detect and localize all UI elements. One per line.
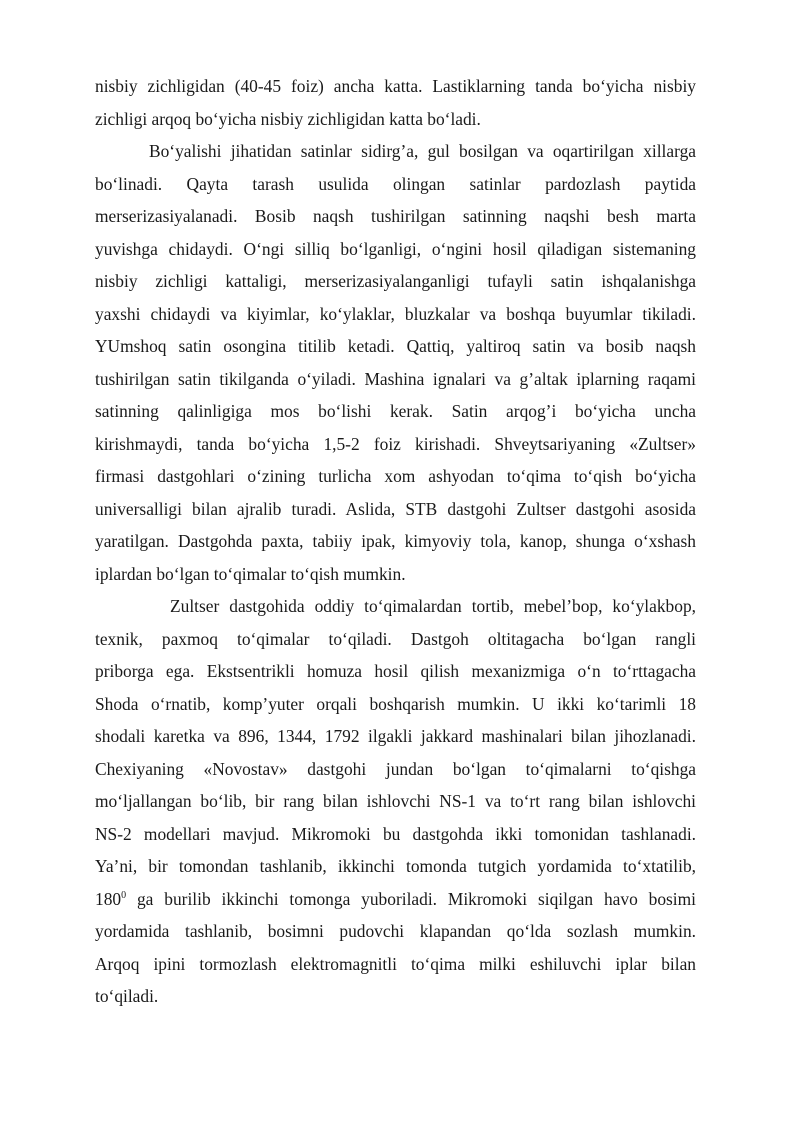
text-line: kirishmaydi, tanda bo‘yicha 1,5-2 foiz kirishadi. Shveytsariyaning «Zultser»: [95, 433, 696, 454]
text-line: zichligi arqoq bo‘yicha nisbiy zichligidan katta bo‘ladi.: [95, 108, 481, 129]
text-line: YUmshoq satin osongina titilib ketadi. Qattiq, yaltiroq satin va bosib naqsh: [95, 336, 696, 356]
paragraph-zultser: [95, 590, 696, 1013]
text-line: priborga ega. Ekstsentrikli homuza hosil qilish mexanizmiga o‘n to‘rttagacha: [95, 661, 696, 681]
paragraph-satin: [95, 135, 696, 590]
text-line: nisbiy zichligidan (40-45 foiz) ancha katta. Lastiklarning tanda bo‘yicha nisbiy: [95, 76, 696, 96]
text-line: mo‘ljallangan bo‘lib, bir rang bilan ishlovchi NS-1 va to‘rt rang bilan ishlovchi: [95, 791, 696, 811]
text-line: universalligi bilan ajralib turadi. Aslida, STB dastgohi Zultser dastgohi asosida: [95, 498, 696, 519]
text-line: Zultser dastgohida oddiy to‘qimalardan tortib, mebel’bop, ko‘ylakbop,: [170, 596, 696, 616]
text-line: merserizasiyalanadi. Bosib naqsh tushirilgan satinning naqshi besh marta: [95, 206, 696, 226]
text-line: yaxshi chidaydi va kiyimlar, ko‘ylaklar, bluzkalar va boshqa buyumlar tikiladi.: [95, 303, 696, 324]
text-line: nisbiy zichligi kattaligi, merserizasiyalanganligi tufayli satin ishqalanishga: [95, 271, 696, 291]
text-line: texnik, paxmoq to‘qimalar to‘qiladi. Dastgoh oltitagacha bo‘lgan rangli: [95, 628, 696, 649]
text-line: Arqoq ipini tormozlash elektromagnitli to‘qima milki eshiluvchi iplar bilan: [95, 953, 696, 974]
text-line: tushirilgan satin tikilganda o‘yiladi. Mashina ignalari va g’altak iplarning raqami: [95, 368, 696, 389]
text-line: Chexiyaning «Novostav» dastgohi jundan bo‘lgan to‘qimalarni to‘qishga: [95, 758, 696, 779]
paragraph-intro: [95, 70, 696, 135]
text-line: satinning qalinligiga mos bo‘lishi kerak. Satin arqog’i bo‘yicha uncha: [95, 401, 696, 421]
text-line: NS-2 modellari mavjud. Mikromoki bu dastgohda ikki tomonidan tashlanadi.: [95, 823, 696, 844]
text-line: yaratilgan. Dastgohda paxta, tabiiy ipak, kimyoviy tola, kanop, shunga o‘xshash: [95, 531, 696, 551]
text-line: iplardan bo‘lgan to‘qimalar to‘qish mumkin.: [95, 563, 406, 584]
degree-line-rest: ga burilib ikkinchi tomonga yuboriladi. Mikromoki siqilgan havo bosimi: [126, 888, 696, 909]
text-line: yuvishga chidaydi. O‘ngi silliq bo‘lganligi, o‘ngini hosil qiladigan sistemaning: [95, 238, 696, 259]
text-line: yordamida tashlanib, bosimni pudovchi klapandan qo‘lda sozlash mumkin.: [95, 921, 696, 941]
text-line-degree: [95, 883, 696, 916]
text-line: Ya’ni, bir tomondan tashlanib, ikkinchi tomonda tutgich yordamida to‘xtatilib,: [95, 856, 696, 876]
text-line: bo‘linadi. Qayta tarash usulida olingan satinlar pardozlash paytida: [95, 173, 696, 194]
text-line: firmasi dastgohlari o‘zining turlicha xom ashyodan to‘qima to‘qish bo‘yicha: [95, 466, 696, 486]
text-line: shodali karetka va 896, 1344, 1792 ilgakli jakkard mashinalari bilan jihozlanadi.: [95, 726, 696, 746]
text-line: to‘qiladi.: [95, 986, 159, 1006]
degree-value: 180: [95, 888, 122, 909]
degree-superscript: 0: [121, 889, 127, 901]
text-line: Bo‘yalishi jihatidan satinlar sidirg’a, gul bosilgan va oqartirilgan xillarga: [149, 141, 696, 161]
text-line: Shoda o‘rnatib, komp’yuter orqali boshqarish mumkin. U ikki ko‘tarimli 18: [95, 693, 696, 714]
